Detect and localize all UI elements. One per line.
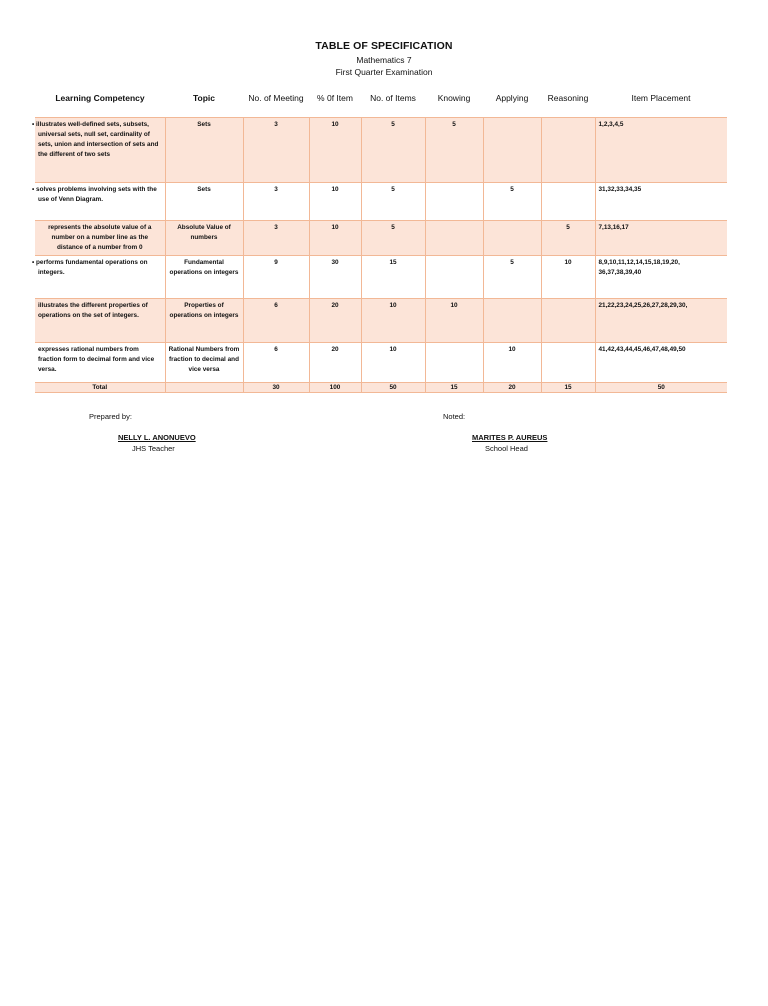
- cell-placement: 31,32,33,34,35: [595, 183, 727, 221]
- cell-reasoning: [541, 118, 595, 183]
- header-percent: % 0f Item: [317, 93, 353, 103]
- cell-competency: expresses rational numbers from fraction form to decimal form and vice versa.: [35, 343, 165, 383]
- cell-items: 5: [361, 183, 425, 221]
- header-applying: Applying: [495, 93, 529, 103]
- document-exam: First Quarter Examination: [335, 67, 433, 77]
- total-applying: 20: [483, 383, 541, 393]
- cell-applying: 10: [483, 343, 541, 383]
- cell-competency: • performs fundamental operations on integers.: [35, 256, 165, 299]
- cell-percent: 20: [309, 343, 361, 383]
- table-row: [35, 118, 727, 183]
- cell-knowing: [425, 221, 483, 256]
- cell-items: 15: [361, 256, 425, 299]
- cell-percent: 10: [309, 183, 361, 221]
- cell-placement: 7,13,16,17: [595, 221, 727, 256]
- noted-name: MARITES P. AUREUS: [472, 433, 548, 442]
- table-total-row: [35, 383, 727, 393]
- cell-topic: Fundamental operations on integers: [165, 256, 243, 299]
- total-meeting: 30: [243, 383, 309, 393]
- cell-percent: 30: [309, 256, 361, 299]
- cell-reasoning: [541, 183, 595, 221]
- cell-items: 5: [361, 118, 425, 183]
- cell-percent: 10: [309, 221, 361, 256]
- total-knowing: 15: [425, 383, 483, 393]
- header-reasoning: Reasoning: [547, 93, 589, 103]
- cell-meeting: 6: [243, 299, 309, 343]
- table-row: [35, 256, 727, 299]
- cell-competency: represents the absolute value of a number on a number line as the distance of a number from 0: [35, 221, 165, 256]
- cell-knowing: [425, 256, 483, 299]
- cell-meeting: 3: [243, 183, 309, 221]
- cell-reasoning: [541, 343, 595, 383]
- cell-reasoning: [541, 299, 595, 343]
- cell-percent: 10: [309, 118, 361, 183]
- total-percent: 100: [309, 383, 361, 393]
- cell-items: 5: [361, 221, 425, 256]
- cell-applying: 5: [483, 256, 541, 299]
- cell-placement: 41,42,43,44,45,46,47,48,49,50: [595, 343, 727, 383]
- prepared-by-role: JHS Teacher: [132, 444, 175, 453]
- cell-placement: 1,2,3,4,5: [595, 118, 727, 183]
- header-competency: Learning Competency: [55, 93, 145, 103]
- header-items: No. of Items: [370, 93, 416, 103]
- total-label: Total: [35, 383, 165, 393]
- cell-items: 10: [361, 299, 425, 343]
- table-row: [35, 299, 727, 343]
- cell-applying: [483, 118, 541, 183]
- noted-role: School Head: [485, 444, 528, 453]
- total-reasoning: 15: [541, 383, 595, 393]
- document-title: TABLE OF SPECIFICATION: [315, 40, 453, 52]
- cell-reasoning: 5: [541, 221, 595, 256]
- cell-topic: Sets: [165, 118, 243, 183]
- table-row: [35, 183, 727, 221]
- cell-knowing: 5: [425, 118, 483, 183]
- total-placement: 50: [595, 383, 727, 393]
- cell-meeting: 3: [243, 221, 309, 256]
- cell-applying: [483, 221, 541, 256]
- total-items: 50: [361, 383, 425, 393]
- table-header-row: [35, 90, 727, 118]
- cell-knowing: [425, 183, 483, 221]
- cell-topic: Sets: [165, 183, 243, 221]
- cell-topic: Absolute Value of numbers: [165, 221, 243, 256]
- header-meeting: No. of Meeting: [248, 93, 304, 103]
- cell-knowing: [425, 343, 483, 383]
- cell-meeting: 3: [243, 118, 309, 183]
- cell-meeting: 6: [243, 343, 309, 383]
- header-topic: Topic: [192, 93, 216, 103]
- cell-competency: • solves problems involving sets with the use of Venn Diagram.: [35, 183, 165, 221]
- cell-reasoning: 10: [541, 256, 595, 299]
- noted-label: Noted:: [443, 412, 466, 421]
- cell-knowing: 10: [425, 299, 483, 343]
- document-header: [0, 40, 768, 77]
- cell-applying: [483, 299, 541, 343]
- cell-percent: 20: [309, 299, 361, 343]
- cell-placement: 21,22,23,24,25,26,27,28,29,30,: [595, 299, 727, 343]
- cell-applying: 5: [483, 183, 541, 221]
- specification-table: [32, 90, 727, 393]
- cell-items: 10: [361, 343, 425, 383]
- prepared-by-name: NELLY L. ANONUEVO: [118, 433, 196, 442]
- cell-competency: • illustrates well-defined sets, subsets, universal sets, null set, cardinality of sets, union and intersection of sets and the different of two sets: [35, 118, 165, 183]
- document-subject: Mathematics 7: [356, 55, 412, 65]
- cell-meeting: 9: [243, 256, 309, 299]
- table-row: [35, 343, 727, 383]
- cell-topic: Rational Numbers from fraction to decimal and vice versa: [165, 343, 243, 383]
- cell-placement: 8,9,10,11,12,14,15,18,19,20, 36,37,38,39,40: [595, 256, 727, 299]
- header-knowing: Knowing: [437, 93, 471, 103]
- cell-competency: illustrates the different properties of operations on the set of integers.: [35, 299, 165, 343]
- total-topic: [165, 383, 243, 393]
- header-placement: Item Placement: [631, 93, 691, 103]
- prepared-by-label: Prepared by:: [89, 412, 132, 421]
- table-row: [35, 221, 727, 256]
- cell-topic: Properties of operations on integers: [165, 299, 243, 343]
